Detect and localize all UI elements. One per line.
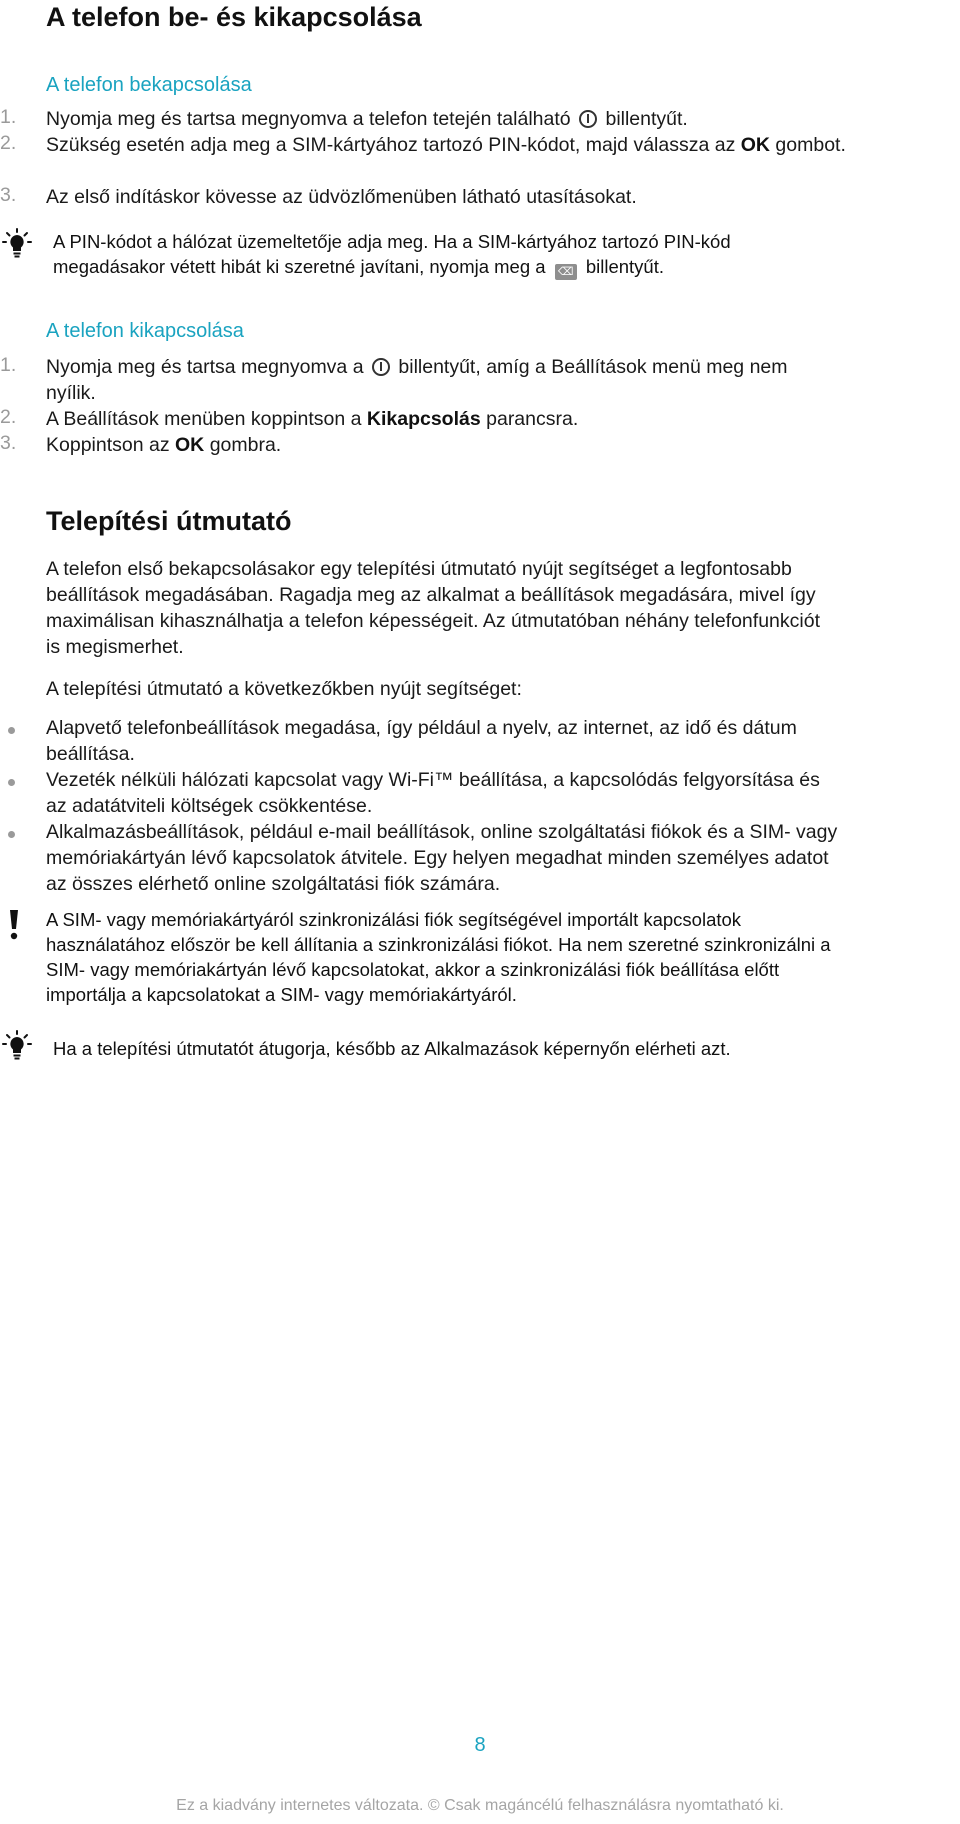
section-title-power: A telefon be- és kikapcsolása — [46, 2, 422, 32]
intro-paragraph — [46, 556, 946, 660]
list-item — [46, 819, 956, 897]
list-line: Vezeték nélküli hálózati kapcsolat vagy Wi-Fi™ beállítása, a kapcsolódás felgyorsítása és — [46, 769, 820, 791]
step-text: Koppintson az — [46, 434, 170, 456]
step-number: 2. — [0, 132, 17, 154]
subheading-turn-off: A telefon kikapcsolása — [46, 320, 244, 342]
tip-text: Ha a telepítési útmutatót átugorja, később az Alkalmazások képernyőn elérheti azt. — [53, 1038, 731, 1059]
step-text: Az első indításkor kövesse az üdvözlőmenüben látható utasításokat. — [46, 186, 637, 208]
warning-line: SIM- vagy memóriakártyán lévő kapcsolatokat, akkor a szinkronizálási fiók beállítása előtt — [46, 959, 780, 980]
step-number: 3. — [0, 184, 17, 206]
menu-command-label: Kikapcsolás — [366, 408, 481, 430]
bullet-dot — [8, 831, 15, 838]
step-text: gombra. — [209, 434, 282, 456]
help-intro: A telepítési útmutató a következőkben nyújt segítséget: — [46, 678, 522, 700]
warning-text — [46, 907, 956, 1007]
step-text: billentyűt, amíg a Beállítások menü meg nem — [398, 356, 788, 378]
tip-text-part: billentyűt. — [585, 256, 664, 277]
paragraph-line: is megismerhet. — [46, 636, 184, 658]
step-number: 2. — [0, 406, 17, 428]
step-item — [46, 106, 916, 132]
section-title-setup-guide: Telepítési útmutató — [46, 506, 292, 536]
step-item — [46, 132, 906, 158]
list-line: Alkalmazásbeállítások, például e-mail beállítások, online szolgáltatási fiókok és a SIM- vagy — [46, 821, 838, 843]
ok-label: OK — [740, 134, 770, 156]
list-item — [46, 715, 946, 767]
bullet-dot — [8, 779, 15, 786]
subheading-turn-on: A telefon bekapcsolása — [46, 74, 252, 96]
bullet-dot — [8, 727, 15, 734]
warning-box — [0, 906, 960, 1016]
warning-line: importálja a kapcsolatokat a SIM- vagy memóriakártyáról. — [46, 984, 517, 1005]
step-number: 1. — [0, 354, 17, 376]
power-key-icon — [372, 358, 390, 376]
tip-box — [0, 1030, 960, 1070]
step-text: gombot. — [775, 134, 846, 156]
step-item — [46, 354, 916, 406]
list-line: az adatátviteli költségek csökkentése. — [46, 795, 373, 817]
step-text: Szükség esetén adja meg a SIM-kártyához tartozó PIN-kódot, majd válassza az — [46, 134, 736, 156]
list-line: Alapvető telefonbeállítások megadása, így például a nyelv, az internet, az idő és dátum — [46, 717, 797, 739]
tip-line — [53, 254, 933, 280]
lightbulb-tip-icon — [2, 1030, 32, 1060]
backspace-key-icon: ⌫ — [555, 264, 577, 280]
step-number: 3. — [0, 432, 17, 454]
tip-text-part: megadásakor vétett hibát ki szeretné javítani, nyomja meg a — [53, 256, 546, 277]
step-text: parancsra. — [486, 408, 579, 430]
tip-text — [53, 229, 933, 280]
list-line: beállítása. — [46, 743, 135, 765]
list-line: az összes elérhető online szolgáltatási fiók számára. — [46, 873, 501, 895]
tip-box — [0, 228, 960, 284]
steps-turn-on — [0, 104, 960, 208]
steps-turn-off — [0, 354, 960, 464]
step-item — [46, 406, 916, 432]
ok-label: OK — [175, 434, 205, 456]
warning-line: használatához először be kell állítania a szinkronizálási fiókot. Ha nem szeretné szinkronizálni a — [46, 934, 831, 955]
paragraph-line: beállítások megadásában. Ragadja meg az alkalmat a beállítások megadására, mivel így — [46, 584, 816, 606]
step-text: Nyomja meg és tartsa megnyomva a telefon tetején található — [46, 108, 571, 130]
list-line: memóriakártyán lévő kapcsolatok átvitele. Egy helyen megadhat minden személyes adatot — [46, 847, 829, 869]
list-item — [46, 767, 946, 819]
page-number: 8 — [474, 1734, 486, 1756]
power-key-icon — [579, 110, 597, 128]
paragraph-line: maximálisan kihasználhatja a telefon képességeit. Az útmutatóban néhány telefonfunkciót — [46, 610, 820, 632]
step-number: 1. — [0, 106, 17, 128]
step-text: nyílik. — [46, 382, 96, 404]
step-item — [46, 184, 916, 210]
warning-line: A SIM- vagy memóriakártyáról szinkronizálási fiók segítségével importált kapcsolatok — [46, 909, 742, 930]
step-item — [46, 432, 916, 458]
step-text: A Beállítások menüben koppintson a — [46, 408, 362, 430]
footer-note: Ez a kiadvány internetes változata. © Csak magáncélú felhasználásra nyomtatható ki. — [176, 1797, 784, 1814]
paragraph-line: A telefon első bekapcsolásakor egy telepítési útmutató nyújt segítséget a legfontosabb — [46, 558, 792, 580]
feature-list — [0, 715, 960, 895]
step-text: billentyűt. — [605, 108, 688, 130]
tip-line: A PIN-kódot a hálózat üzemeltetője adja meg. Ha a SIM-kártyához tartozó PIN-kód — [53, 231, 731, 252]
step-text: Nyomja meg és tartsa megnyomva a — [46, 356, 364, 378]
lightbulb-tip-icon — [2, 228, 32, 258]
exclamation-warning-icon — [8, 910, 20, 940]
